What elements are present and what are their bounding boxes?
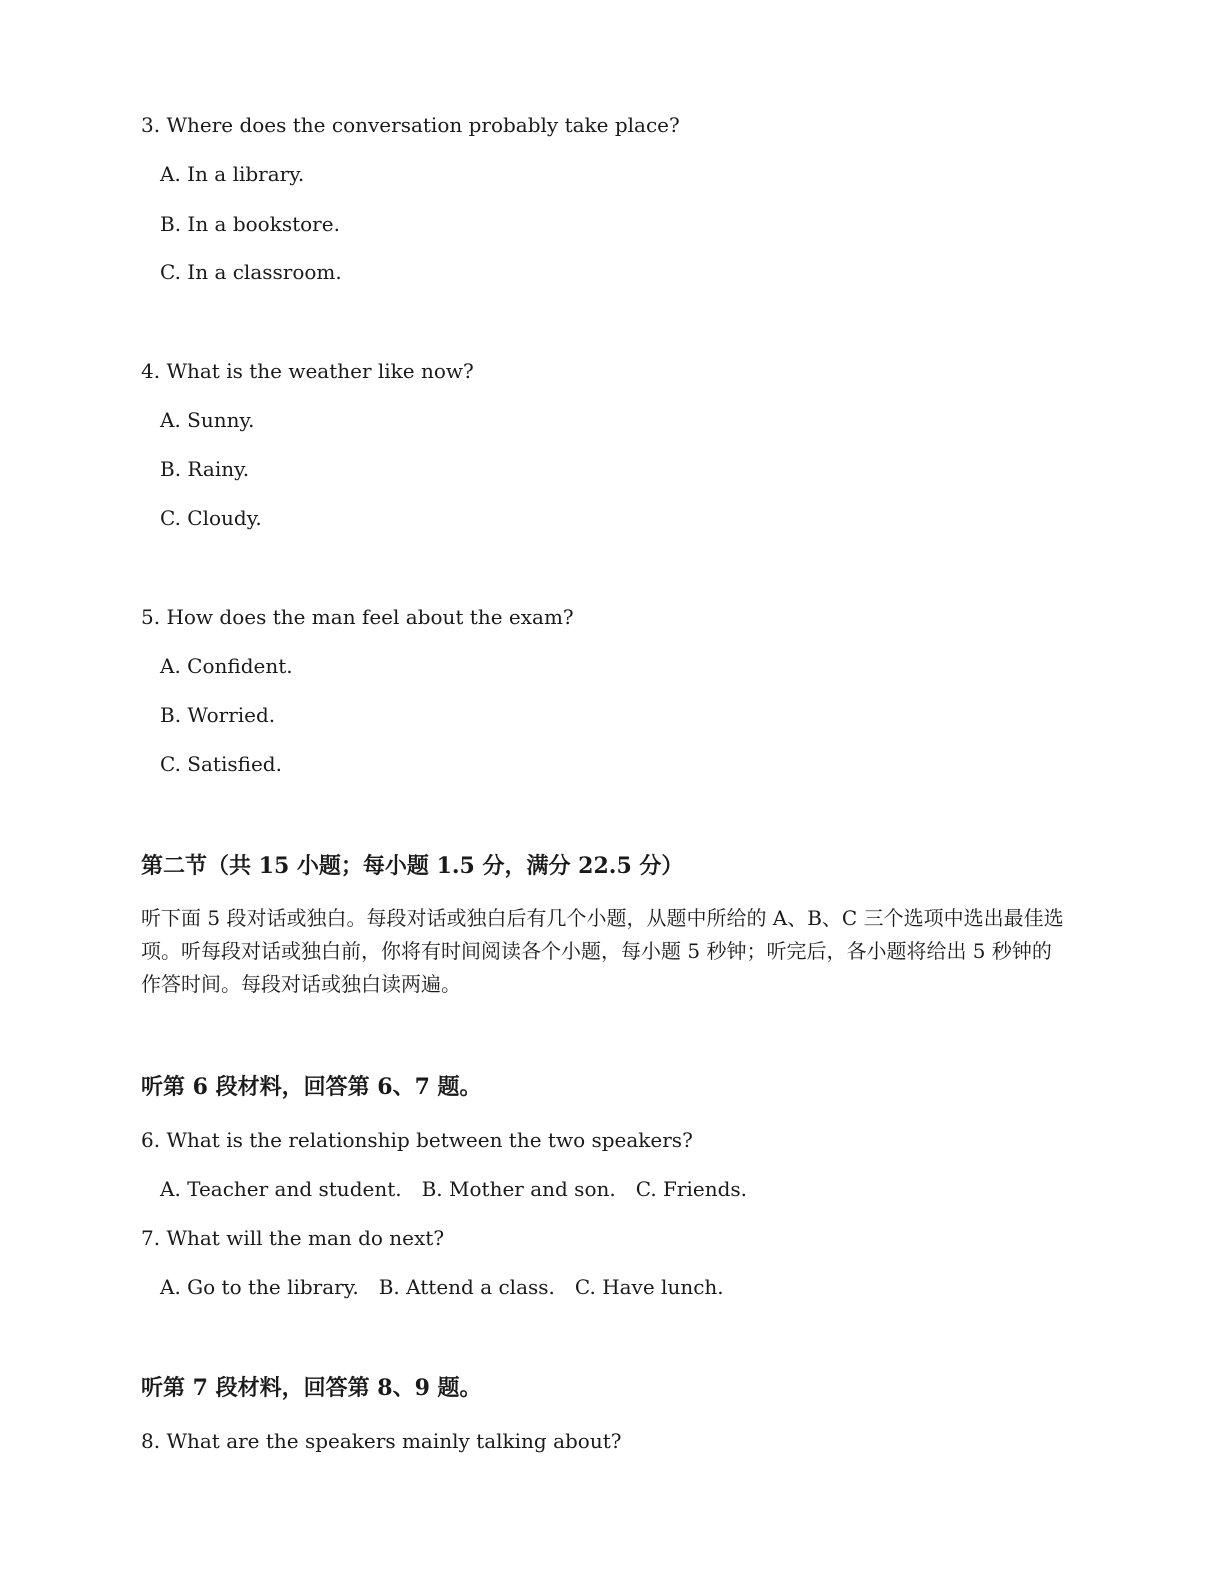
question-7-option-a: A. Go to the library. [160,1275,359,1299]
question-5-option-a: A. Confident. [160,654,293,678]
question-6-options [160,1175,747,1203]
question-7: 7. What will the man do next? [141,1226,445,1250]
question-5-option-c: C. Satisfied. [160,752,282,776]
question-3-option-a: A. In a library. [160,162,305,186]
question-3-option-b: B. In a bookstore. [160,212,340,236]
section-2-heading: 第二节（共 15 小题；每小题 1.5 分，满分 22.5 分） [141,853,684,879]
question-6-option-a: A. Teacher and student. [160,1177,402,1201]
question-5: 5. How does the man feel about the exam? [141,605,574,629]
question-6-option-c: C. Friends. [635,1177,748,1201]
question-4-option-a: A. Sunny. [160,408,255,432]
question-4: 4. What is the weather like now? [141,359,474,383]
question-7-options [160,1273,724,1301]
material-7-heading: 听第 7 段材料，回答第 8、9 题。 [141,1375,482,1401]
question-3: 3. Where does the conversation probably take place? [141,113,680,137]
section-2-instructions: 听下面 5 段对话或独白。每段对话或独白后有几个小题，从题中所给的 A、B、C 三个选项中选出最佳选项。听每段对话或独白前，你将有时间阅读各个小题，每小题 5 秒钟；听完后，各小题将给出 5 秒钟的作答时间。每段对话或独白读两遍。 [141,906,1064,996]
question-6: 6. What is the relationship between the two speakers? [141,1128,693,1152]
question-4-option-b: B. Rainy. [160,457,250,481]
question-6-option-b: B. Mother and son. [421,1177,616,1201]
question-8: 8. What are the speakers mainly talking about? [141,1429,622,1453]
question-4-option-c: C. Cloudy. [160,506,262,530]
question-7-option-c: C. Have lunch. [574,1275,724,1299]
material-6-heading: 听第 6 段材料，回答第 6、7 题。 [141,1074,482,1100]
question-7-option-b: B. Attend a class. [378,1275,555,1299]
question-3-option-c: C. In a classroom. [160,260,342,284]
question-5-option-b: B. Worried. [160,703,276,727]
